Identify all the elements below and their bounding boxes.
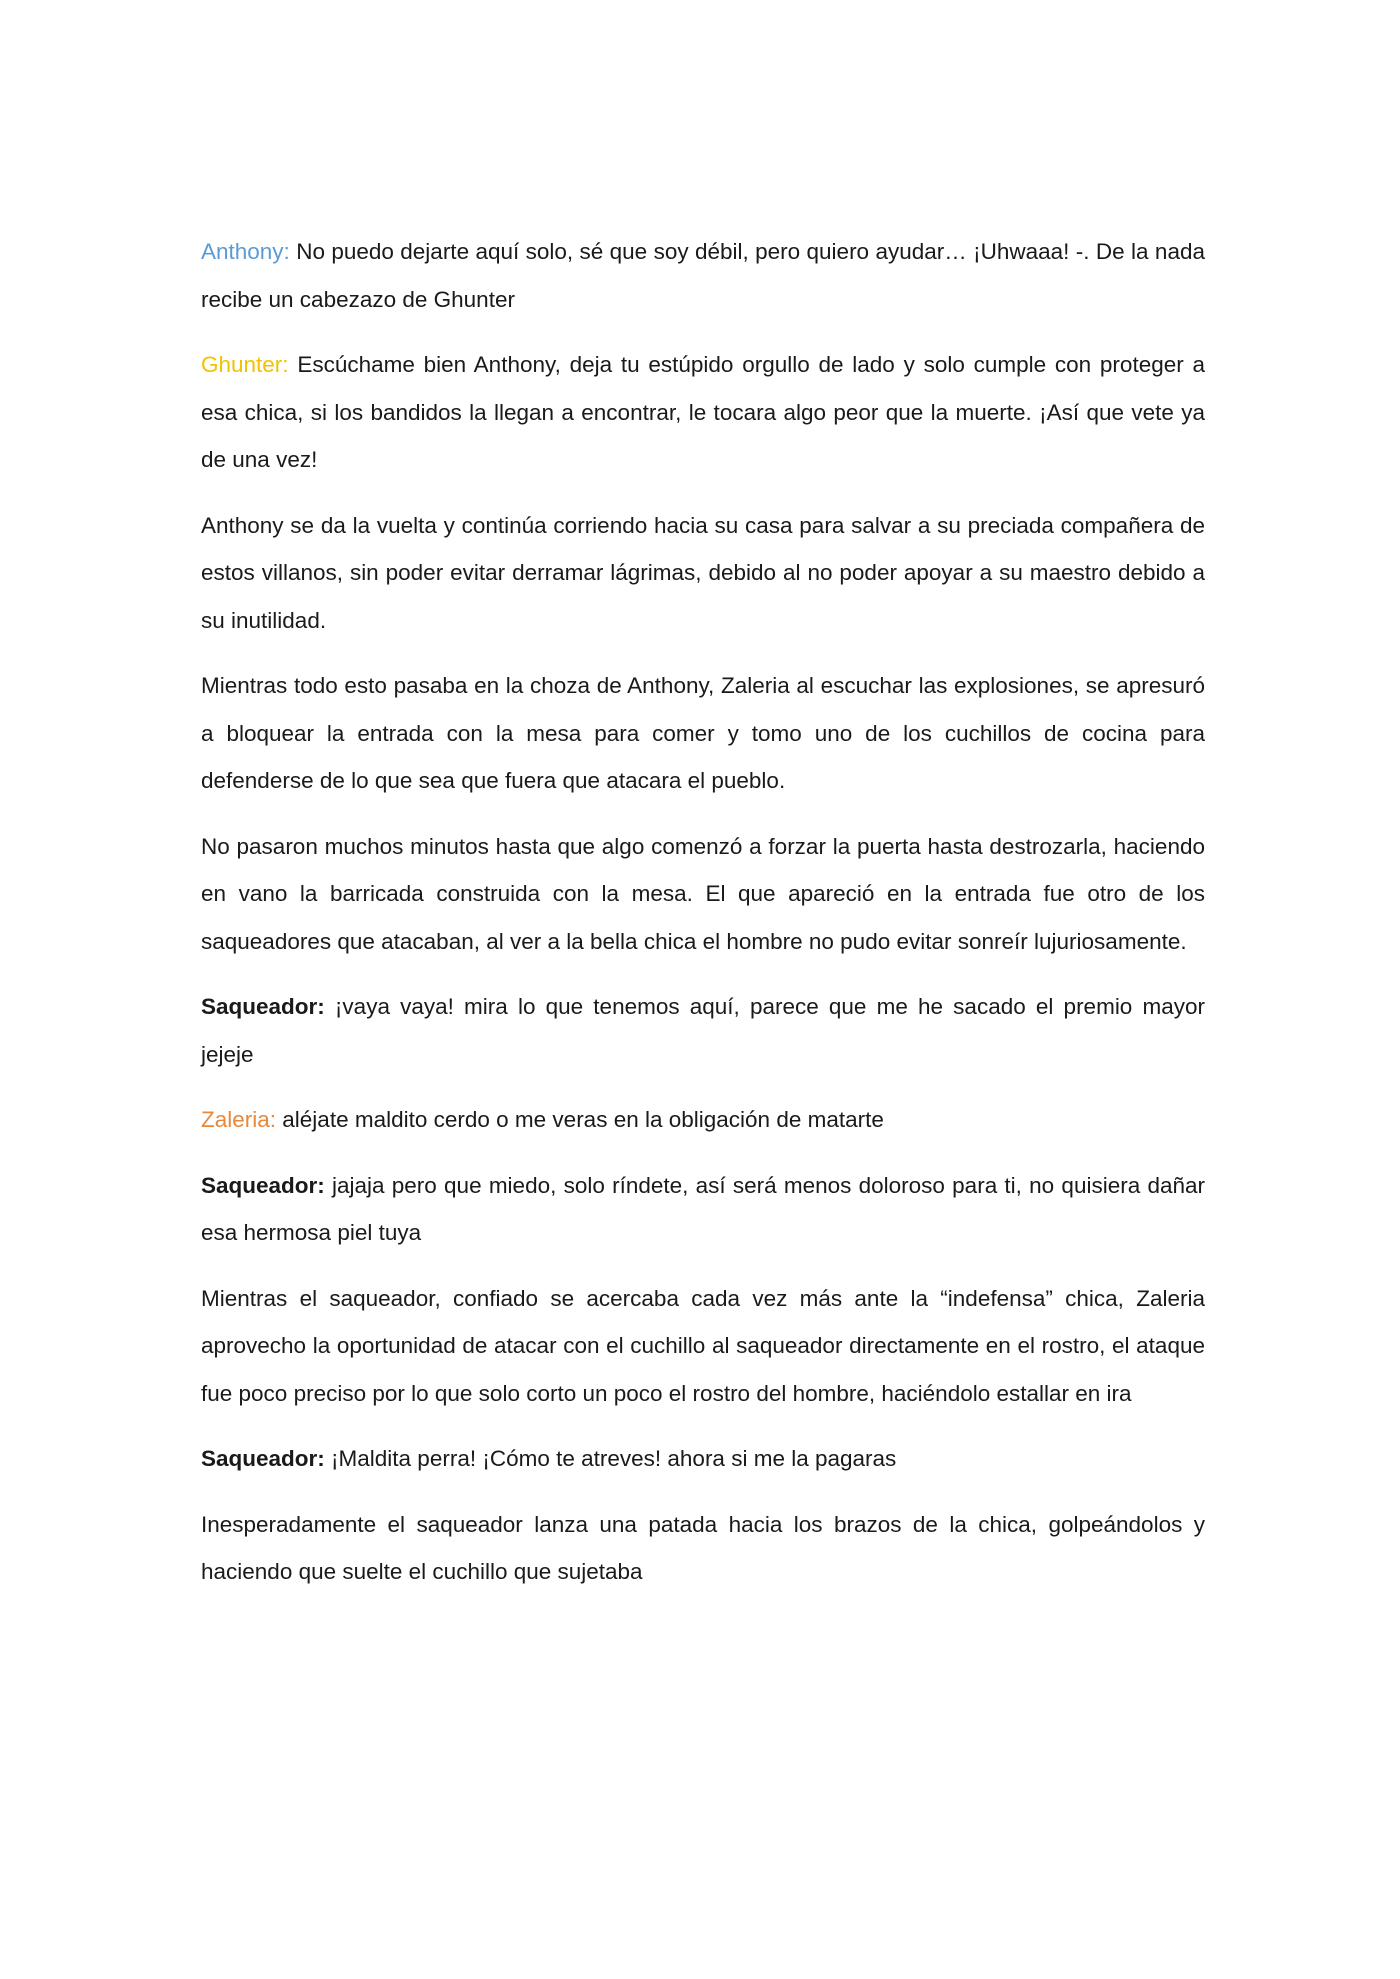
speaker-name: Saqueador: xyxy=(201,1446,325,1471)
speaker-name: Saqueador: xyxy=(201,1172,325,1198)
dialogue-text: Escúchame bien Anthony, deja tu estúpido orgullo de lado y solo cumple con proteger a esa chica, si los bandidos la llegan a encontrar, le tocara algo peor que la muerte. ¡Así que vete ya de una vez! xyxy=(201,352,1205,472)
narration-paragraph: Mientras todo esto pasaba en la choza de Anthony, Zaleria al escuchar las explosiones, se apresuró a bloquear la entrada con la mesa para comer y tomo uno de los cuchillos de cocina para defenderse de lo que sea que fuera que atacara el pueblo. xyxy=(201,673,1205,793)
dialogue-paragraph xyxy=(201,1162,1205,1257)
speaker-name: Saqueador: xyxy=(201,994,325,1019)
document-body xyxy=(201,228,1205,1614)
dialogue-paragraph xyxy=(201,341,1205,484)
dialogue-paragraph xyxy=(201,983,1205,1078)
dialogue-text: ¡vaya vaya! mira lo que tenemos aquí, parece que me he sacado el premio mayor jejeje xyxy=(201,994,1205,1067)
dialogue-text: No puedo dejarte aquí solo, sé que soy débil, pero quiero ayudar… ¡Uhwaaa! -. De la nada recibe un cabezazo de Ghunter xyxy=(201,239,1205,312)
speaker-name: Zaleria: xyxy=(201,1107,277,1132)
dialogue-text: jajaja pero que miedo, solo ríndete, así será menos doloroso para ti, no quisiera dañar esa hermosa piel tuya xyxy=(201,1172,1205,1245)
dialogue-paragraph xyxy=(201,228,1205,323)
narration-paragraph: Inesperadamente el saqueador lanza una patada hacia los brazos de la chica, golpeándolos y haciendo que suelte el cuchillo que sujetaba xyxy=(201,1511,1205,1584)
narration-paragraph: Anthony se da la vuelta y continúa corriendo hacia su casa para salvar a su preciada compañera de estos villanos, sin poder evitar derramar lágrimas, debido al no poder apoyar a su maestro debido a su inutilidad. xyxy=(201,512,1205,633)
dialogue-paragraph xyxy=(201,1096,1205,1144)
speaker-name: Anthony: xyxy=(201,239,290,264)
dialogue-text: ¡Maldita perra! ¡Cómo te atreves! ahora si me la pagaras xyxy=(324,1446,897,1471)
narration-paragraph: Mientras el saqueador, confiado se acercaba cada vez más ante la “indefensa” chica, Zaleria aprovecho la oportunidad de atacar con el cuchillo al saqueador directamente en el rostro, el ataque fue poco preciso por lo que solo corto un poco el rostro del hombre, haciéndolo estallar en ira xyxy=(201,1285,1205,1406)
dialogue-paragraph xyxy=(201,1435,1205,1483)
narration-paragraph: No pasaron muchos minutos hasta que algo comenzó a forzar la puerta hasta destrozarla, haciendo en vano la barricada construida con la mesa. El que apareció en la entrada fue otro de los saqueadores que atacaban, al ver a la bella chica el hombre no pudo evitar sonreír lujuriosamente. xyxy=(201,833,1205,954)
dialogue-text: aléjate maldito cerdo o me veras en la obligación de matarte xyxy=(276,1107,884,1132)
speaker-name: Ghunter: xyxy=(201,352,289,377)
